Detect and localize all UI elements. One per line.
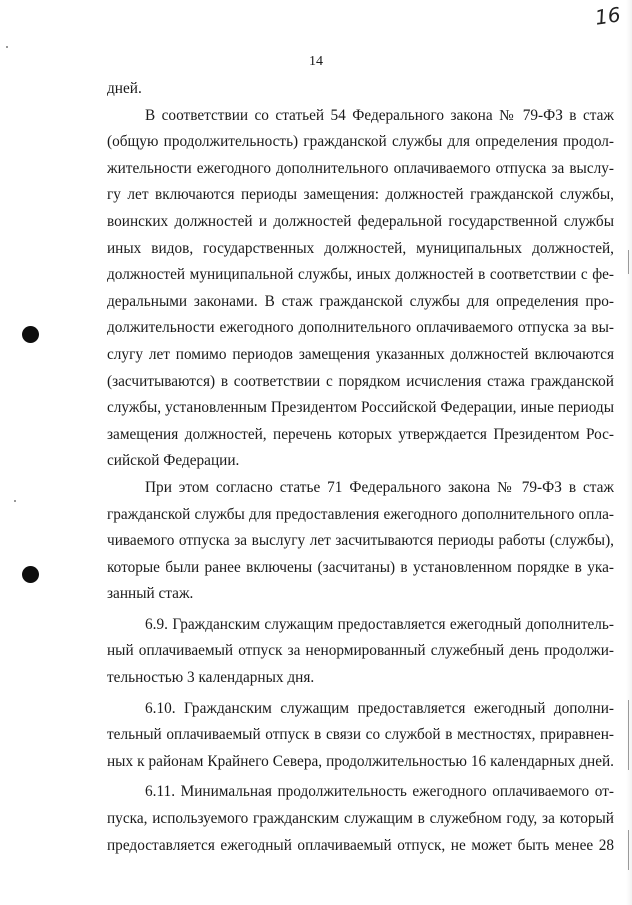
- scan-speck: [14, 500, 16, 502]
- text-line: воинских должностей и должностей федеральной государственной службы: [107, 212, 614, 230]
- text-line: службы, установленным Президентом Российской Федерации, иные периоды: [107, 399, 614, 417]
- handwritten-page-number: 16: [593, 2, 622, 30]
- text-line: дней.: [107, 80, 142, 97]
- text-line: предоставляется ежегодный оплачиваемый отпуск, не может быть менее 28: [107, 836, 614, 854]
- body-text: [107, 76, 614, 859]
- text-line: 6.9. Гражданским служащим предоставляется ежегодный дополнитель-: [145, 615, 614, 633]
- text-line: деральными законами. В стаж гражданской службы для определения про-: [107, 292, 614, 310]
- page-number: 14: [309, 54, 323, 69]
- text-line: должностей муниципальной службы, иных должностей в соответствии с фе-: [107, 266, 614, 284]
- text-line: чиваемого отпуска за выслугу лет засчитываются периоды работы (службы),: [107, 532, 614, 550]
- scan-edge-shadow: [626, 0, 632, 905]
- text-line: сийской Федерации.: [107, 452, 240, 470]
- text-line: должительности ежегодного дополнительного оплачиваемого отпуска за вы-: [107, 319, 614, 337]
- binder-hole-top: [22, 326, 39, 343]
- text-line: слугу лет помимо периодов замещения указанных должностей включаются: [107, 345, 614, 363]
- text-line: (общую продолжительность) гражданской службы для определения продол-: [107, 133, 614, 151]
- text-line: В соответствии со статьей 54 Федерального закона № 79-ФЗ в стаж: [145, 106, 614, 124]
- text-line: которые были ранее включены (засчитаны) в установленном порядке в ука-: [107, 558, 614, 576]
- text-line: ный оплачиваемый отпуск за ненормированный служебный день продолжи-: [107, 642, 614, 660]
- scan-edge-mark: [628, 250, 629, 274]
- binder-hole-bottom: [22, 566, 39, 583]
- text-line: ных к районам Крайнего Севера, продолжительностью 16 календарных дней.: [107, 752, 614, 770]
- text-line: гу лет включаются периоды замещения: должностей гражданской службы,: [107, 186, 614, 204]
- text-line: 6.10. Гражданским служащим предоставляется ежегодный дополни-: [145, 699, 614, 717]
- text-line: При этом согласно статье 71 Федерального закона № 79-ФЗ в стаж: [145, 478, 614, 496]
- text-line: пуска, используемого гражданским служащим в служебном году, за который: [107, 810, 614, 828]
- text-line: замещения должностей, перечень которых утверждается Президентом Рос-: [107, 425, 614, 443]
- text-line: занный стаж.: [107, 585, 194, 603]
- text-line: (засчитываются) в соответствии с порядком исчисления стажа гражданской: [107, 372, 614, 390]
- text-line: тельностью 3 календарных дня.: [107, 669, 315, 687]
- scan-edge-mark: [628, 700, 629, 770]
- scan-speck: [6, 46, 8, 48]
- scan-edge-mark: [628, 830, 629, 870]
- text-line: 6.11. Минимальная продолжительность ежегодного оплачиваемого от-: [145, 783, 614, 801]
- text-line: иных видов, государственных должностей, муниципальных должностей,: [107, 239, 614, 257]
- text-line: тельный оплачиваемый отпуск в связи со службой в местностях, приравнен-: [107, 726, 614, 744]
- text-line: гражданской службы для предоставления ежегодного дополнительного опла-: [107, 505, 614, 523]
- text-line: жительности ежегодного дополнительного оплачиваемого отпуска за выслу-: [107, 159, 614, 177]
